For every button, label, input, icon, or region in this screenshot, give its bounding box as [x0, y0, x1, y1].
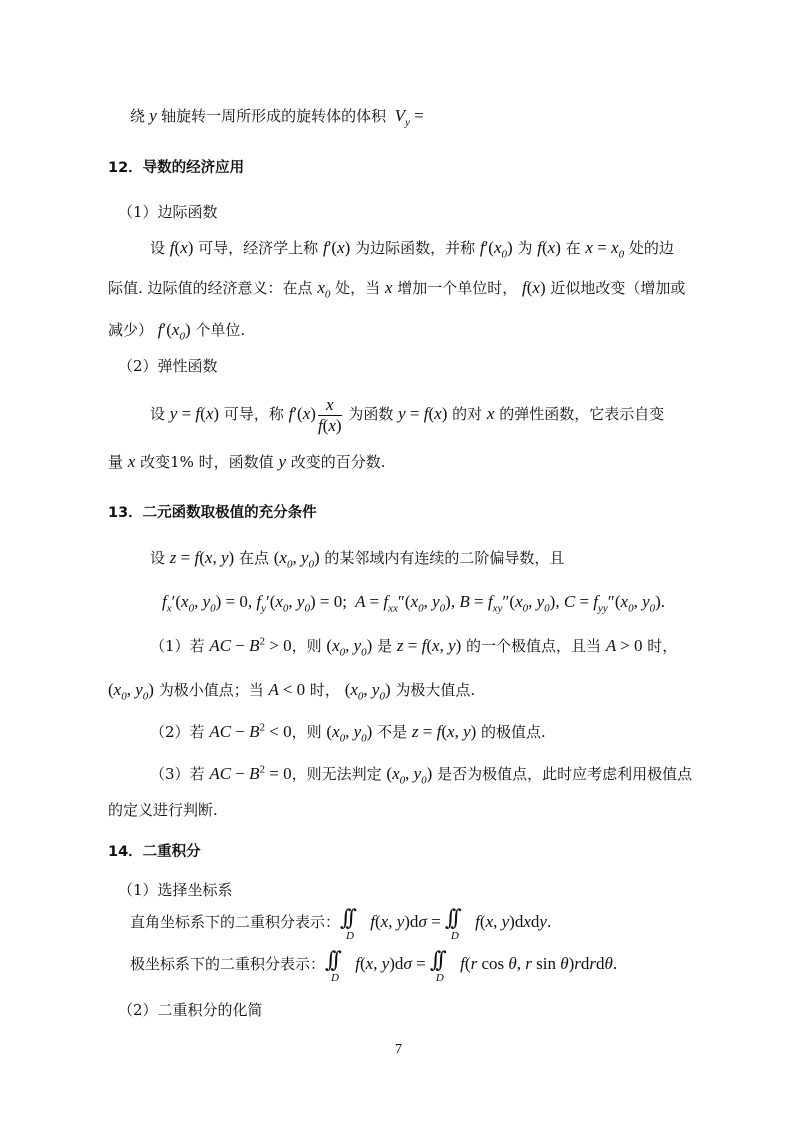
page-number: 7 [395, 1042, 402, 1057]
formula-partials: $f_x'(x_0$, $y_0) = 0$, $f_y'(x_0$, $y_0) = 0$; $A = f_{xx}''(x_0$, $y_0$), $B = f_{xy}''(x_0$, $y_0$), $C = f_{yy}''(x_0$, $y_0$). [162, 592, 666, 615]
section-13-heading: 13．二元函数取极值的充分条件 [108, 505, 317, 521]
section-12-heading: 12．导数的经济应用 [108, 160, 245, 176]
paragraph-marginal-2: 际值. 边际值的经济意义：在点 $x_0$ 处，当 x 增加一个单位时， f(x) 近似地改变（增加或 [108, 278, 686, 301]
case-1-line-2: ($x_0$, $y_0$) 为极小值点；当 A < 0 时， ($x_0$, $y_0$) 为极大值点. [108, 680, 476, 703]
rect-coords-line: 直角坐标系下的二重积分表示： ∫∫ D f(x, y)dσ = ∫∫ D f(x, y)dxdy. [130, 906, 552, 943]
paragraph-marginal-3: 减少） $f'(x_0)$ 个单位. [108, 320, 246, 343]
case-3-line-1: （3）若 AC − $B^2 = 0$，则无法判定 ($x_0$, $y_0$) 是否为极值点，此时应考虑利用极值点 [150, 763, 693, 787]
paragraph-elasticity-2: 量 x 改变1% 时，函数值 y 改变的百分数. [108, 452, 386, 471]
section-14-heading: 14．二重积分 [108, 844, 201, 860]
subsection-14-1: （1）选择坐标系 [118, 881, 233, 899]
volume-line: 绕 y 轴旋转一周所形成的旋转体的体积 $V_y$ = [130, 106, 424, 129]
subsection-12-2: （2）弹性函数 [118, 357, 218, 375]
case-1-line-1: （1）若 AC − $B^2 > 0$，则 ($x_0$, $y_0$) 是 z = f(x, y) 的一个极值点，且当 A > 0 时， [150, 635, 678, 659]
case-3-line-2: 的定义进行判断. [108, 801, 218, 819]
polar-coords-line: 极坐标系下的二重积分表示： ∫∫ D f(x, y)dσ = ∫∫ D f(r cos θ, r sin θ)rdrdθ. [130, 948, 618, 985]
paragraph-marginal-1: 设 f(x) 可导，经济学上称 f′(x) 为边际函数，并称 $f'(x_0)$ 为 f(x) 在 $x = x_0$ 处的边 [150, 238, 674, 261]
paragraph-elasticity-1: 设 y = f(x) 可导，称 f′(x) $\frac{x}{f(x)}$ 为函数 y = f(x) 的对 x 的弹性函数，它表示自变 [150, 394, 665, 435]
case-2-line: （2）若 AC − $B^2 < 0$，则 ($x_0$, $y_0$) 不是 z = f(x, y) 的极值点. [150, 721, 546, 745]
subsection-12-1: （1）边际函数 [118, 203, 218, 221]
subsection-14-2: （2）二重积分的化简 [118, 1001, 263, 1019]
paragraph-extremum-1: 设 z = f(x, y) 在点 ($x_0$, $y_0$) 的某邻域内有连续的二阶偏导数，且 [150, 548, 565, 571]
